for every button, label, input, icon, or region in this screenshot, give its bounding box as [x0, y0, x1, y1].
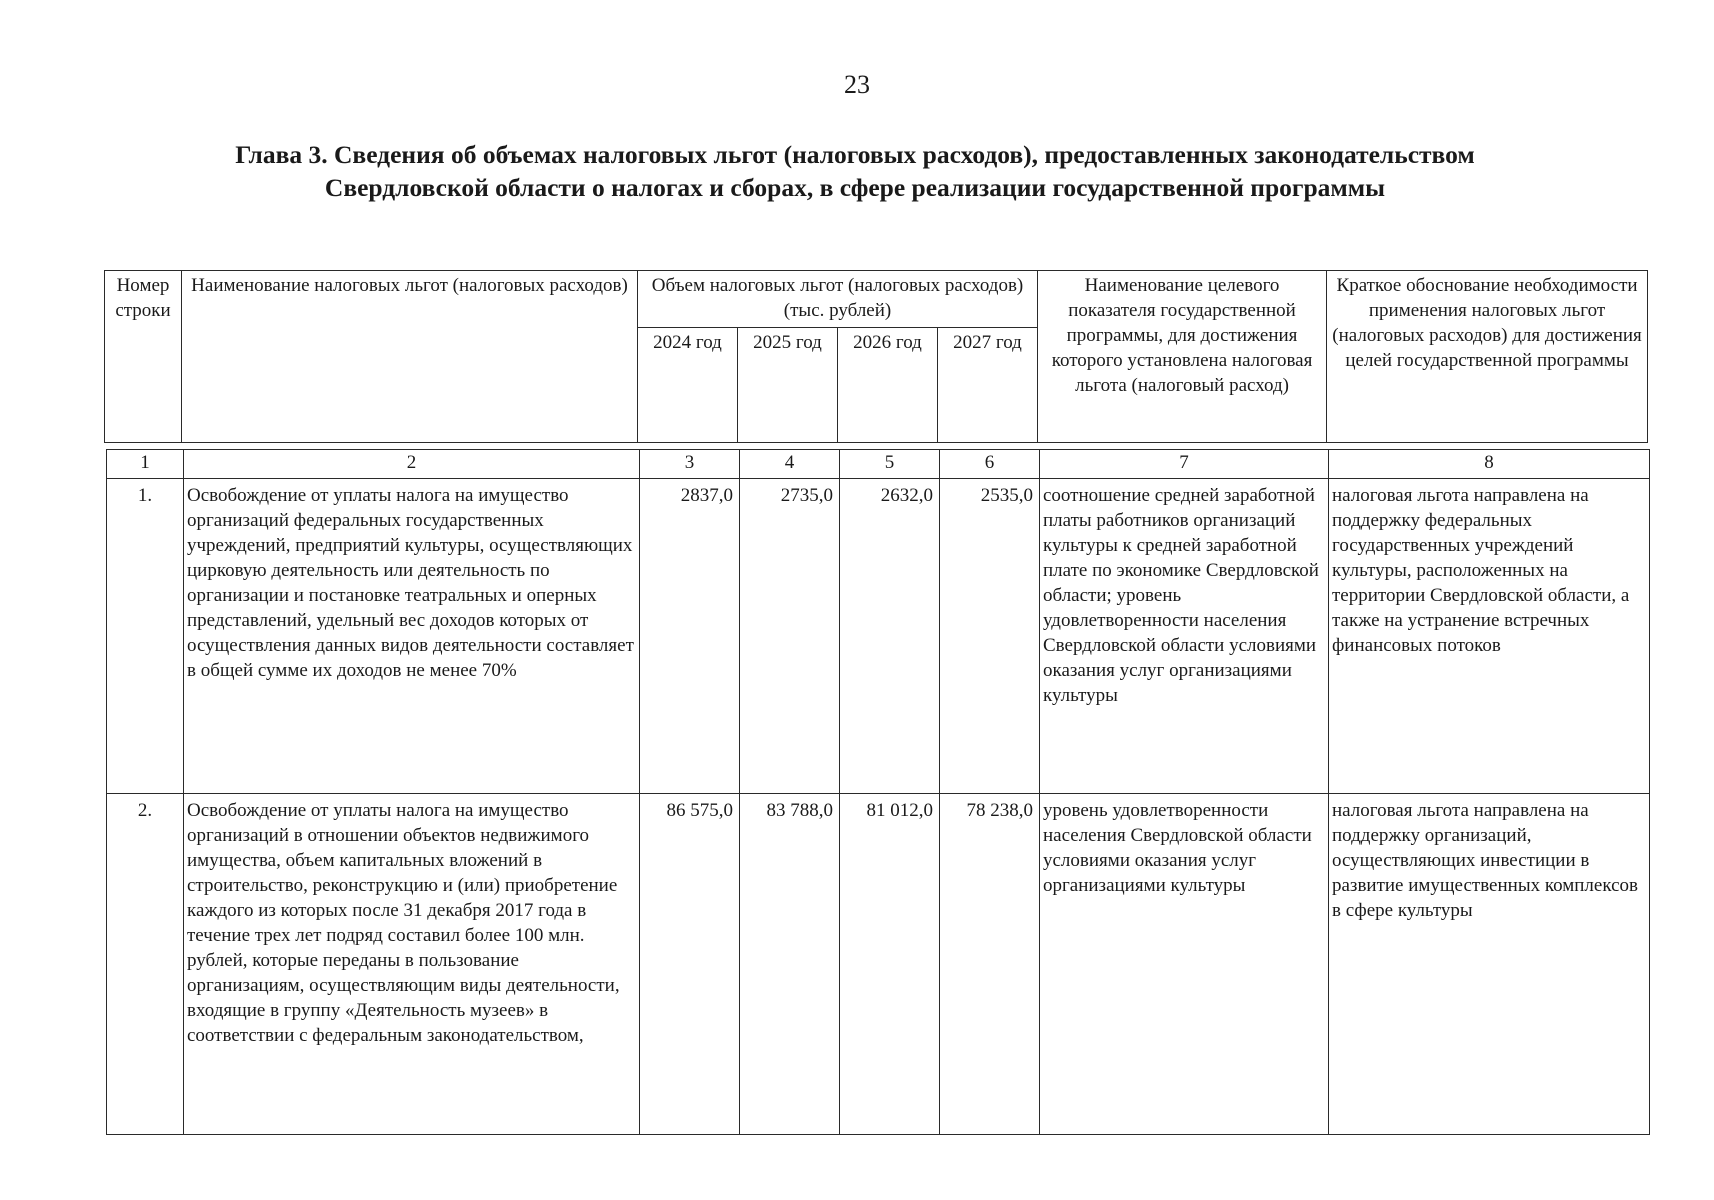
volume-2025: 83 788,0 — [740, 794, 840, 1135]
table-row — [107, 479, 1650, 794]
header-benefit-name: Наименование налоговых льгот (налоговых расходов) — [182, 271, 638, 443]
volume-2027: 78 238,0 — [940, 794, 1040, 1135]
column-number: 3 — [640, 450, 740, 479]
volume-2024: 2837,0 — [640, 479, 740, 794]
tax-benefits-table-body — [106, 449, 1650, 1135]
page-number: 23 — [844, 70, 870, 99]
volume-2024: 86 575,0 — [640, 794, 740, 1135]
column-number: 5 — [840, 450, 940, 479]
header-row-number: Номер строки — [105, 271, 182, 443]
volume-2025: 2735,0 — [740, 479, 840, 794]
chapter-title-line-2: Свердловской области о налогах и сборах, в сфере реализации государственной программы — [324, 173, 1386, 202]
target-indicator: уровень удовлетворенности населения Свердловской области условиями оказания услуг организациями культуры — [1040, 794, 1329, 1135]
row-number: 1. — [107, 479, 184, 794]
justification: налоговая льгота направлена на поддержку организаций, осуществляющих инвестиции в развитие имущественных комплексов в сфере культуры — [1329, 794, 1650, 1135]
header-target-indicator: Наименование целевого показателя государственной программы, для достижения которого установлена налоговая льгота (налоговый расход) — [1038, 271, 1327, 443]
chapter-title — [130, 138, 1580, 204]
table-row — [107, 794, 1650, 1135]
volume-2026: 2632,0 — [840, 479, 940, 794]
row-number: 2. — [107, 794, 184, 1135]
header-year-2024: 2024 год — [638, 328, 738, 443]
tax-benefits-table-header — [104, 270, 1648, 443]
header-volume: Объем налоговых льгот (налоговых расходов) (тыс. рублей) — [638, 271, 1038, 328]
header-year-2026: 2026 год — [838, 328, 938, 443]
column-number: 7 — [1040, 450, 1329, 479]
column-number: 8 — [1329, 450, 1650, 479]
header-year-2025: 2025 год — [738, 328, 838, 443]
column-number: 4 — [740, 450, 840, 479]
header-justification: Краткое обоснование необходимости применения налоговых льгот (налоговых расходов) для достижения целей государственной программы — [1327, 271, 1648, 443]
column-number-row — [107, 450, 1650, 479]
column-number: 2 — [184, 450, 640, 479]
header-year-2027: 2027 год — [938, 328, 1038, 443]
chapter-title-line-1: Глава 3. Сведения об объемах налоговых льгот (налоговых расходов), предоставленных законодательством — [235, 140, 1475, 169]
column-number: 6 — [940, 450, 1040, 479]
justification: налоговая льгота направлена на поддержку федеральных государственных учреждений культуры, расположенных на территории Свердловской области, а также на устранение встречных финансовых потоков — [1329, 479, 1650, 794]
benefit-name: Освобождение от уплаты налога на имущество организаций в отношении объектов недвижимого имущества, объем капитальных вложений в строительство, реконструкцию и (или) приобретение каждого из которых после 31 декабря 2017 года в течение трех лет подряд составил более 100 млн. рублей, которые переданы в пользование организациям, осуществляющим виды деятельности, входящие в группу «Деятельность музеев» в соответствии с федеральным законодательством, — [184, 794, 640, 1135]
benefit-name: Освобождение от уплаты налога на имущество организаций федеральных государственных учреждений, предприятий культуры, осуществляющих цирковую деятельность или деятельность по организации и постановке театральных и оперных представлений, удельный вес доходов которых от осуществления данных видов деятельности составляет в общей сумме их доходов не менее 70% — [184, 479, 640, 794]
volume-2026: 81 012,0 — [840, 794, 940, 1135]
volume-2027: 2535,0 — [940, 479, 1040, 794]
column-number: 1 — [107, 450, 184, 479]
target-indicator: соотношение средней заработной платы работников организаций культуры к средней заработной плате по экономике Свердловской области; уровень удовлетворенности населения Свердловской области условиями оказания услуг организациями культуры — [1040, 479, 1329, 794]
